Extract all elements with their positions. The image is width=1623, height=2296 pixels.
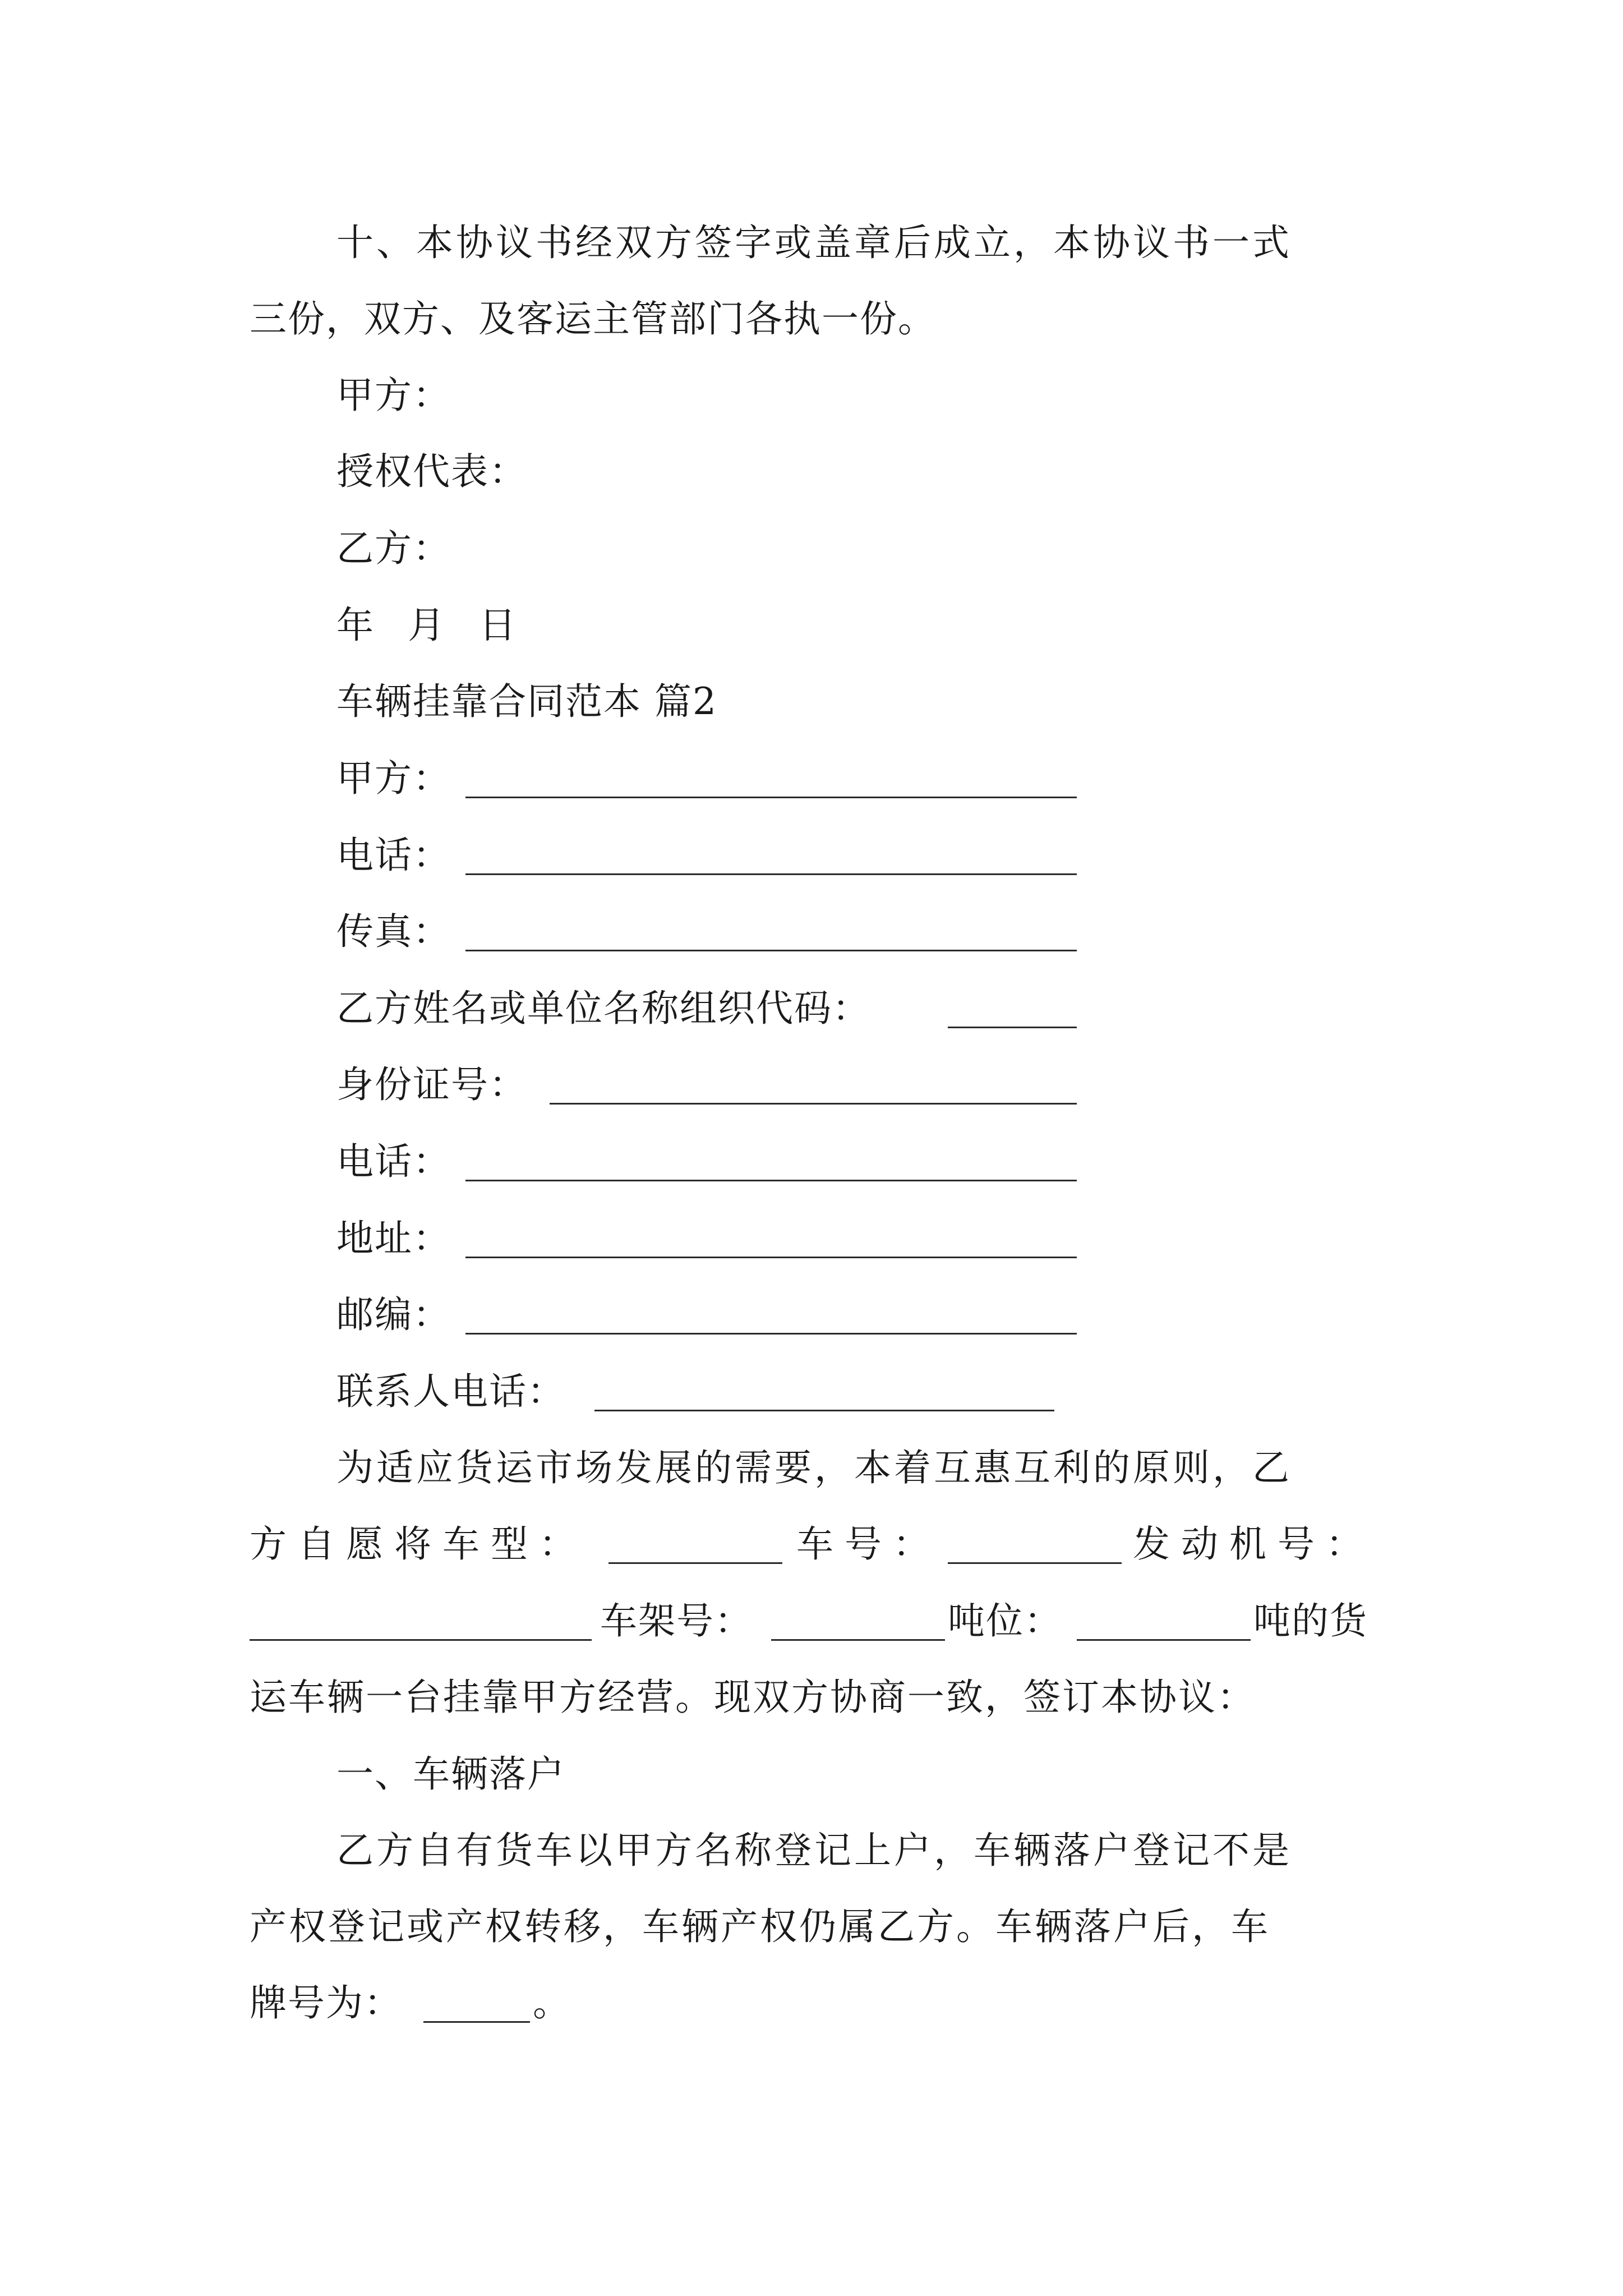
- form-address-label: 地址：: [336, 1217, 451, 1260]
- section1-plate-label: 牌号为：: [250, 1981, 402, 2024]
- section1-line2: 产权登记或产权转移，车辆产权仍属乙方。车辆落户后，车: [250, 1905, 1270, 1948]
- form-address-blank: [465, 1257, 1077, 1258]
- section1-line1: 乙方自有货车以甲方名称登记上户，车辆落户登记不是: [336, 1829, 1292, 1872]
- intro-line1: 为适应货运市场发展的需要，本着互惠互利的原则，乙: [336, 1446, 1292, 1489]
- clause10-line1: 十、本协议书经双方签字或盖章后成立，本协议书一式: [336, 221, 1292, 264]
- section1-line3-end: 。: [533, 1981, 571, 2024]
- form-phone-label: 电话：: [336, 834, 451, 877]
- contract-heading: 车辆挂靠合同范本 篇2: [336, 680, 717, 723]
- signature-date: 年 月 日: [336, 604, 519, 647]
- signature-representative: 授权代表：: [336, 450, 527, 493]
- intro-tonnage-label: 吨位：: [948, 1599, 1062, 1642]
- form-fax-label: 传真：: [336, 910, 451, 953]
- form-party-b-name-blank: [948, 1027, 1077, 1028]
- intro-plate-blank: [948, 1562, 1122, 1564]
- form-id-number-label: 身份证号：: [336, 1063, 527, 1106]
- form-fax-blank: [465, 950, 1077, 951]
- intro-vehicle-type-label: 方自愿将车型：: [250, 1522, 587, 1566]
- form-contact-phone-blank: [594, 1410, 1054, 1411]
- intro-engine-blank: [250, 1639, 592, 1641]
- intro-plate-label: 车号：: [796, 1522, 941, 1566]
- section1-plate-blank: [423, 2021, 530, 2023]
- intro-engine-label: 发动机号：: [1133, 1522, 1374, 1566]
- signature-party-b: 乙方：: [336, 527, 451, 570]
- form-zip-blank: [465, 1333, 1077, 1335]
- form-phone2-blank: [465, 1180, 1077, 1181]
- clause10-line2: 三份，双方、及客运主管部门各执一份。: [250, 297, 936, 341]
- form-phone-blank: [465, 873, 1077, 875]
- intro-frame-blank: [771, 1639, 945, 1641]
- intro-line4: 运车辆一台挂靠甲方经营。现双方协商一致，签订本协议：: [250, 1676, 1256, 1719]
- form-contact-phone-label: 联系人电话：: [336, 1370, 565, 1413]
- form-party-b-name-label: 乙方姓名或单位名称组织代码：: [336, 987, 870, 1030]
- form-id-number-blank: [550, 1103, 1077, 1105]
- form-party-a-label: 甲方：: [336, 757, 451, 800]
- form-phone2-label: 电话：: [336, 1140, 451, 1183]
- form-zip-label: 邮编：: [336, 1293, 451, 1336]
- signature-party-a: 甲方：: [336, 374, 451, 417]
- intro-frame-label: 车架号：: [600, 1599, 753, 1642]
- intro-tonnage-suffix: 吨的货: [1253, 1599, 1368, 1642]
- intro-tonnage-blank: [1077, 1639, 1251, 1641]
- section1-title: 一、车辆落户: [336, 1752, 565, 1796]
- form-party-a-blank: [465, 797, 1077, 798]
- intro-vehicle-type-blank: [608, 1562, 782, 1564]
